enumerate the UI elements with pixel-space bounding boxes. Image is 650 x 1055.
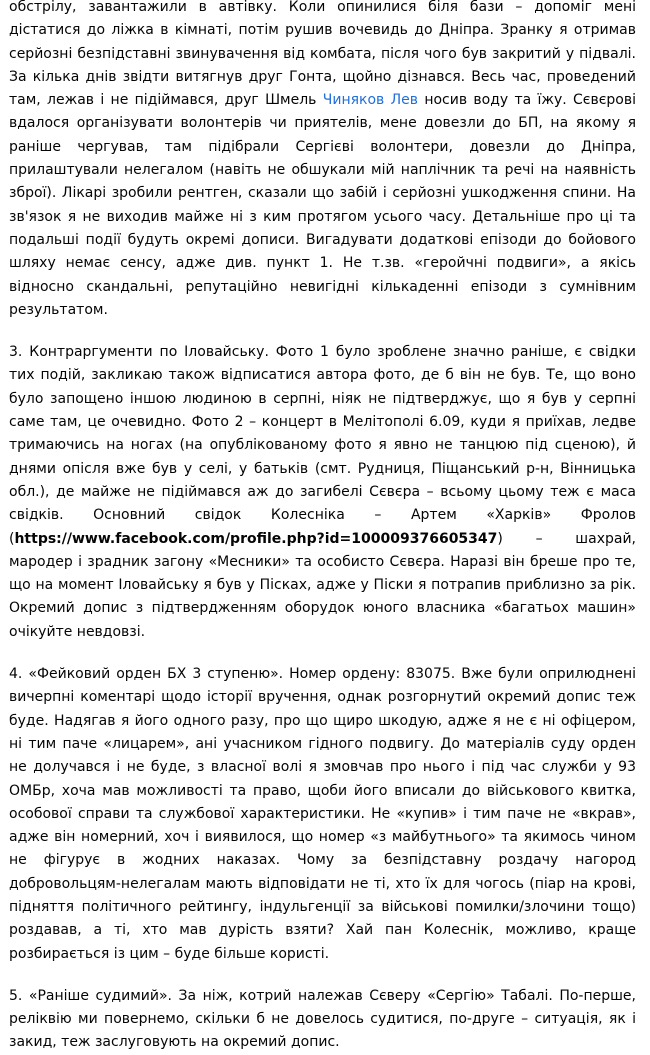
paragraph-2-continuation	[9, 0, 636, 322]
paragraph-spacer	[9, 966, 636, 985]
paragraph-text: носив воду та їжу. Сєвєрові вдалося організувати волонтерів чи приятелів, мене довезли до БП, на якому я раніше чергував, там підібрали Сергієві волонтери, довезли до Дніпра, прилаштували нелегалом (навіть не обшукали мій наплічник та речі на наявність зброї). Лікарі зробили рентген, сказали що забій і серйозні ушкодження спини. На зв'язок я не виходив майже ні з ким протягом усього часу. Детальніше про ці та подальші події будуть окремі дописи. Вигадувати додаткові епізоди до бойового шляху немає сенсу, адже див. пункт 1. Не т.зв. «геройчні подвиги», а якісь відносно скандальні, репутаційно невигідні кількаденні епізоди з сумнівним результатом.	[9, 92, 637, 318]
paragraph-text: обстрілу, завантажили в автівку. Коли опинилися біля бази – допоміг мені дістатися до ліжка в кімнаті, потім рушив вочевидь до Дніпра. Зранку я отримав серйозні безпідставні звинувачення від комбата, після чого був закритий у підвалі. За кілька днів звідти витягнув друг Гонта, щойно дізнався. Весь час, проведений там, лежав і не підіймався, друг Шмель	[9, 0, 636, 109]
paragraph-text: 3. Контраргументи по Іловайську. Фото 1 було зроблене значно раніше, є свідки тих подій, закликаю також відписатися автора фото, де б він не був. Те, що воно було запощено іншою людиною в серпні, ніяк не підтверджує, що я був у серпні саме там, це очевидно. Фото 2 – концерт в Мелітополі 6.09, куди я приїхав, ледве тримаючись на ногах (на опублікованому фото я явно не танцюю під сценою), й днями опісля вже був у селі, у батьків (смт. Рудниця, Піщанський р-н, Вінницька обл.), де майже не підіймався аж до загибелі Сєвєра – всьому цьому теж є маса свідків. Основний свідок Колесніка – Артем «Харків» Фролов (	[9, 344, 636, 547]
paragraph-spacer	[9, 322, 636, 341]
user-mention-link[interactable]: Чиняков Лев	[322, 92, 418, 109]
paragraph-3	[9, 341, 636, 644]
paragraph-5: 5. «Раніше судимий». За ніж, котрий належав Сєверу «Сергію» Табалі. По-перше, реліквію ми повернемо, скільки б не довелось судитися, по-друге – ситуація, як і закид, теж заслуговують на окремий допис.	[9, 987, 636, 1051]
paragraph-4: 4. «Фейковий орден БХ 3 ступеню». Номер ордену: 83075. Вже були оприлюднені вичерпні коментарі щодо історії вручення, однак розгорнутий окремий допис теж буде. Надягав я його одного разу, про що щиро шкодую, адже я не є ні офіцером, ні тим паче «лицарем», ані учасником гідного подвигу. До матеріалів суду орден не долучався і не буде, з власної волі я змовчав про нього і під час служби у 93 ОМБр, хоча мав можливості та право, щоби його вписали до військового квитка, особової справи та службової характеристики. Не «купив» і тим паче не «вкрав», адже він номерний, хоч і виявилося, що номер «з майбутнього» та якимось чином не фігурує в жодних наказах. Чому за безпідставну роздачу нагород добровольцям-нелегалам мають відповідати не ті, хто їх для чогось (піар на крові, підняття політичного рейтингу, індульгенції за військові помилки/злочини тощо) роздавав, а ті, хто мав дурість взяти? Хай пан Колеснік, можливо, краще розбирається із цим – буде більше користі.	[9, 666, 636, 962]
profile-url-link[interactable]: https://www.facebook.com/profile.php?id=100009376605347	[14, 530, 498, 547]
paragraph-spacer	[9, 644, 636, 663]
paragraph-text: ) – шахрай, мародер і зрадник загону «Месники» та особисто Сєвєра. Наразі він бреше про те, що на момент Іловайську я був у Пісках, адже у Піски я потрапив приблизно за рік. Окремий допис з підтвердженням оборудок юного власника «багатьох машин» очікуйте невдовзі.	[9, 530, 636, 640]
